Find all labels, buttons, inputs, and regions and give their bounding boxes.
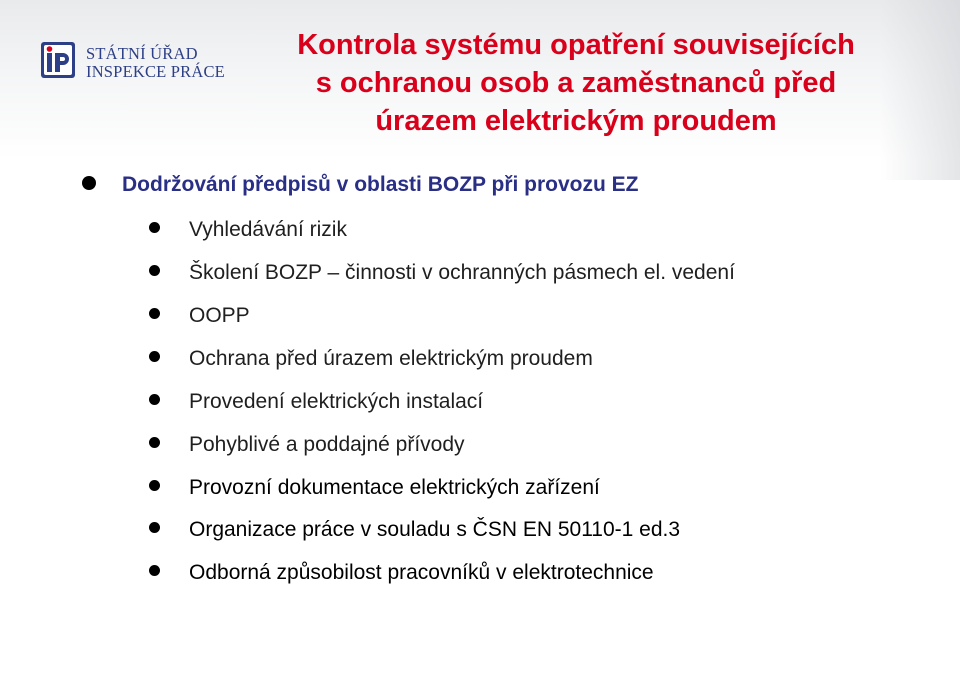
sub-bullet-text: Provozní dokumentace elektrických zařízení bbox=[189, 476, 600, 499]
bullet-dot bbox=[149, 522, 160, 533]
sub-bullet-text: Organizace práce v souladu s ČSN EN 50110-1 ed.3 bbox=[189, 518, 681, 541]
logo-text-line-2: INSPEKCE PRÁCE bbox=[86, 62, 225, 81]
sub-bullet-text: Školení BOZP – činnosti v ochranných pásmech el. vedení bbox=[189, 261, 735, 284]
sub-bullet-text: OOPP bbox=[189, 304, 250, 327]
bullet-dot bbox=[149, 394, 160, 405]
bullet-dot bbox=[149, 565, 160, 576]
logo-text-line-1: STÁTNÍ ÚŘAD bbox=[86, 44, 198, 63]
sub-bullet-text: Provedení elektrických instalací bbox=[189, 390, 484, 413]
sub-bullet-text: Pohyblivé a poddajné přívody bbox=[189, 433, 465, 456]
title-line-1: Kontrola systému opatření souvisejících bbox=[297, 29, 855, 61]
sub-bullet-text: Odborná způsobilost pracovníků v elektrotechnice bbox=[189, 561, 654, 584]
main-bullet-text: Dodržování předpisů v oblasti BOZP při provozu EZ bbox=[122, 173, 639, 196]
title-line-2: s ochranou osob a zaměstnanců před bbox=[315, 67, 837, 99]
sub-bullet-text: Ochrana před úrazem elektrickým proudem bbox=[189, 347, 593, 370]
bullet-dot bbox=[149, 437, 160, 448]
bullet-dot bbox=[149, 480, 160, 491]
sub-bullet-text: Vyhledávání rizik bbox=[189, 218, 347, 241]
bullet-dot bbox=[149, 308, 160, 319]
bullet-dot bbox=[82, 176, 96, 190]
bullet-dot bbox=[149, 222, 160, 233]
bullet-dot bbox=[149, 351, 160, 362]
bullet-dot bbox=[149, 265, 160, 276]
title-line-3: úrazem elektrickým proudem bbox=[375, 105, 777, 137]
